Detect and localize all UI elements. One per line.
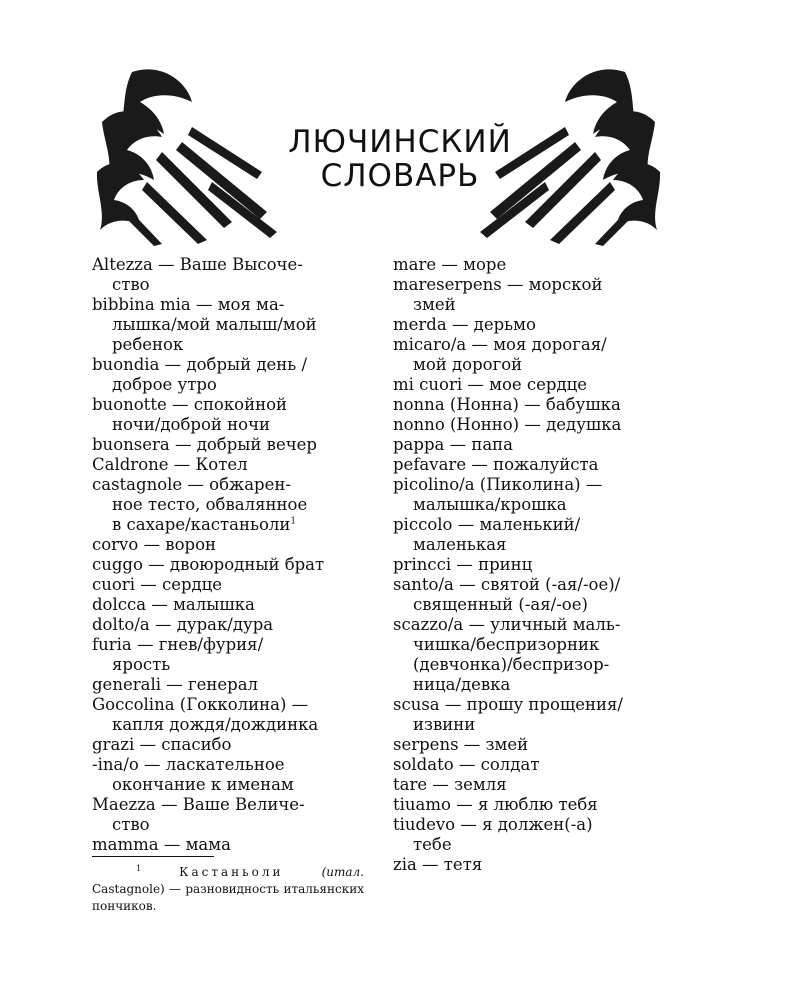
glossary-entry [92,455,392,475]
glossary-entry-line: buonotte — спокойной [92,395,288,414]
glossary-entry [393,255,683,275]
glossary-entry-line: grazi — спасибо [92,735,232,754]
glossary-entry-line: cuggo — двоюродный брат [92,555,325,574]
glossary-entry-line: mamma — мама [92,835,231,854]
footnote-divider [92,856,214,857]
glossary-entry [393,615,683,695]
glossary-entry-line: nonno (Нонно) — дедушка [393,415,622,434]
glossary-entry [92,535,392,555]
glossary-entry-line: cuori — сердце [92,575,223,594]
glossary-entry-line: капля дождя/дождинка [112,715,319,734]
glossary-entry [92,255,392,295]
glossary-entry [393,575,683,615]
page-title-line-2: СЛОВАРЬ [320,158,480,194]
glossary-entry [393,795,683,815]
glossary-entry [92,575,392,595]
glossary-entry-line: bibbina mia — моя ма- [92,295,285,314]
footnote-abbr: (итал. [321,865,364,879]
glossary-entry-line: извини [413,715,476,734]
footnote-marker: 1 [136,864,142,873]
glossary-entry-line: священный (-ая/-ое) [413,595,588,614]
glossary-entry [92,295,392,355]
glossary-entry [393,315,683,335]
glossary-entry-line: buondia — добрый день / [92,355,308,374]
glossary-entry-line: pefavare — пожалуйста [393,455,599,474]
glossary-entry [393,775,683,795]
glossary-entry [393,855,683,875]
glossary-entry-line: змей [413,295,456,314]
glossary-entry [92,755,392,795]
glossary-entry-line: mare — море [393,255,507,274]
glossary-entry-line: доброе утро [112,375,217,394]
glossary-entry-line: soldato — солдат [393,755,540,774]
glossary-entry-line: в сахаре/кастаньоли [112,515,291,534]
glossary-entry [393,555,683,575]
glossary-entry-line: mareserpens — морской [393,275,603,294]
glossary-entry-line: ница/девка [413,675,511,694]
glossary-entry-line: tiuamo — я люблю тебя [393,795,598,814]
glossary-entry [393,335,683,375]
glossary-entry [393,755,683,775]
glossary-entry [92,675,392,695]
glossary-entry-line: scusa — прошу прощения/ [393,695,623,714]
glossary-entry-line: generali — генерал [92,675,259,694]
glossary-entry-line: маленькая [413,535,507,554]
footnote-reference: 1 [290,516,297,527]
glossary-entry [92,835,392,855]
footnote [92,864,364,915]
glossary-entry-line: micaro/a — моя дорогая/ [393,335,607,354]
glossary-entry [393,515,683,555]
glossary-entry-line: princci — принц [393,555,533,574]
glossary-entry [92,695,392,735]
glossary-entry [92,795,392,835]
glossary-entry [393,435,683,455]
glossary-entry-line: tiudevo — я должен(-а) [393,815,593,834]
glossary-entry [92,435,392,455]
page-header [0,0,800,250]
glossary-entry-line: piccolo — маленький/ [393,515,581,534]
glossary-entry-line: nonna (Нонна) — бабушка [393,395,621,414]
glossary-entry-line: лышка/мой малыш/мой [112,315,317,334]
glossary-entry [393,735,683,755]
glossary-entry-line: dolto/a — дурак/дура [92,615,274,634]
glossary-entry-line: Maezza — Ваше Величе- [92,795,305,814]
glossary-entry [393,415,683,435]
glossary-entry-line: ное тесто, обвалянное [112,495,308,514]
glossary-entry-line: Goccolina (Гокколина) — [92,695,309,714]
glossary-entry-line: merda — дерьмо [393,315,536,334]
glossary-entry [393,395,683,415]
glossary-entry-line: тебе [413,835,452,854]
glossary-entry [92,735,392,755]
glossary-entry-line: furia — гнев/фурия/ [92,635,264,654]
glossary-entry [393,275,683,315]
glossary-entry [92,595,392,615]
glossary-entry [92,355,392,395]
page-title-line-1: ЛЮЧИНСКИЙ [288,124,512,160]
footnote-term: Кастаньоли [179,865,284,879]
footnote-text-2: итальянских пончиков. [92,882,364,913]
glossary-entry-line: -ina/o — ласкательное [92,755,285,774]
glossary-entry [92,555,392,575]
glossary-entry [393,695,683,735]
glossary-entry-line: мой дорогой [413,355,523,374]
glossary-entry [92,475,392,535]
glossary-entry-line: ночи/доброй ночи [112,415,270,434]
glossary-entry-line: castagnole — обжарен- [92,475,291,494]
glossary-entry-line: buonsera — добрый вечер [92,435,317,454]
glossary-entry-line: pappa — папа [393,435,514,454]
glossary-entry-line: picolino/a (Пиколина) — [393,475,603,494]
glossary-entry-line: ство [112,275,150,294]
glossary-entry-line: zia — тетя [393,855,483,874]
glossary-entry-line: santo/a — святой (-ая/-ое)/ [393,575,621,594]
glossary-entry-line: mi cuori — мое сердце [393,375,588,394]
glossary-column-right [393,255,683,875]
glossary-entry-line: Altezza — Ваше Высоче- [92,255,303,274]
footnote-text-1: Castagnole) — разновидность [92,882,280,896]
glossary-entry [393,475,683,515]
glossary-entry-line: scazzo/a — уличный маль- [393,615,621,634]
glossary-entry-line: corvo — ворон [92,535,217,554]
glossary-entry [393,455,683,475]
glossary-entry-line: Caldrone — Котел [92,455,248,474]
glossary-entry-line: ярость [112,655,171,674]
glossary-entry-line: окончание к именам [112,775,294,794]
glossary-entry [92,615,392,635]
glossary-entry-line: (девчонка)/беспризор- [413,655,610,674]
glossary-entry-line: dolcca — малышка [92,595,255,614]
glossary-entry-line: serpens — змей [393,735,529,754]
glossary-entry [92,635,392,675]
glossary-entry [393,375,683,395]
glossary-entry-line: ство [112,815,150,834]
glossary-entry-line: чишка/беспризорник [413,635,600,654]
glossary-entry [92,395,392,435]
glossary-entry-line: малышка/крошка [413,495,567,514]
glossary-entry-line: ребенок [112,335,184,354]
glossary-entry-line: tare — земля [393,775,507,794]
glossary-entry [393,815,683,855]
glossary-column-left [92,255,392,855]
